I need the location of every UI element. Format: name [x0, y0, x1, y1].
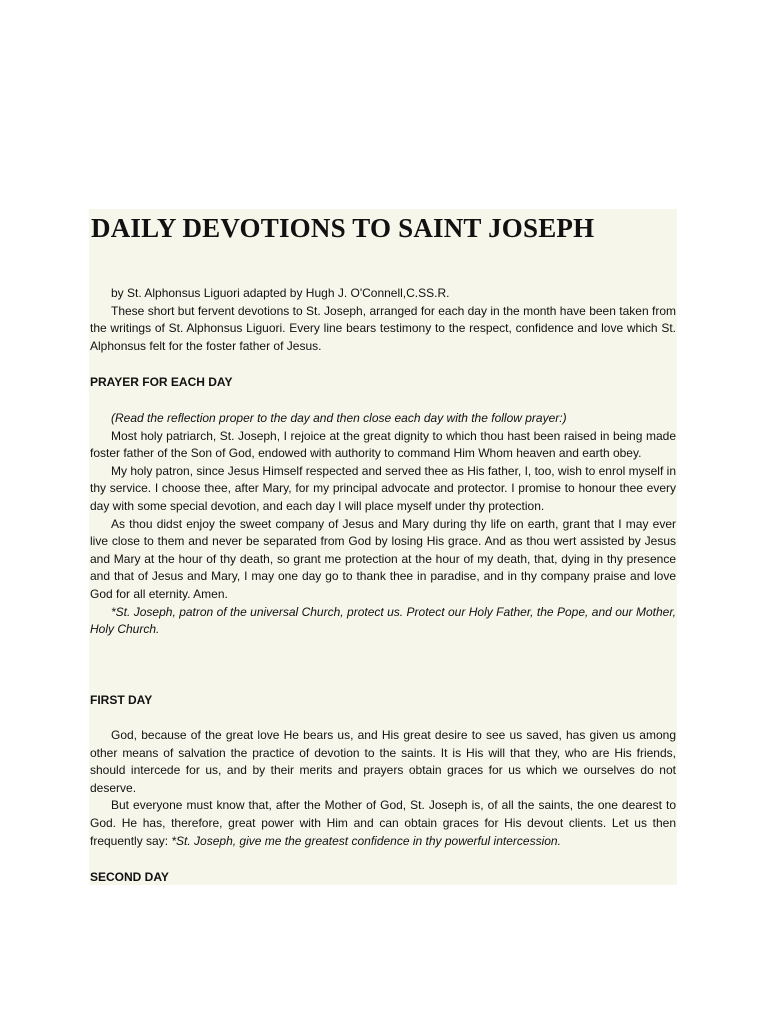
intro-block — [90, 285, 676, 355]
prayer-paragraph: My holy patron, since Jesus Himself respected and served thee as His father, I, too, wish to enrol myself in thy service. I choose thee, after Mary, for my principal advocate and protector. I promise to honour thee every day with some special devotion, and each day I will place myself under thy protection. — [90, 463, 676, 513]
prayer-paragraph: Most holy patriarch, St. Joseph, I rejoice at the great dignity to which thou hast been raised in being made foster father of the Son of God, endowed with authority to command Him Whom heaven and earth obey. — [90, 428, 676, 461]
prayer-block — [90, 410, 676, 639]
first-day-paragraph — [90, 797, 676, 850]
intro-paragraph: These short but fervent devotions to St. Joseph, arranged for each day in the month have been taken from the writings of St. Alphonsus Liguori. Every line bears testimony to the respect, confidence and love which St. Alphonsus felt for the foster father of Jesus. — [90, 303, 676, 353]
first-day-block — [90, 727, 676, 850]
section-heading-second-day: SECOND DAY — [90, 870, 169, 884]
document-page — [89, 209, 677, 885]
section-heading-first-day: FIRST DAY — [90, 693, 153, 707]
first-day-text: But everyone must know that, after the Mother of God, St. Joseph is, of all the saints, the one dearest to God. He has, therefore, great power with Him and can obtain graces for His devout clients. Let us then frequently say: — [90, 798, 676, 848]
prayer-instruction: (Read the reflection proper to the day and then close each day with the follow prayer:) — [111, 411, 567, 425]
first-day-paragraph: God, because of the great love He bears us, and His great desire to see us saved, has given us among other means of salvation the practice of devotion to the saints. It is His will that they, who are His friends, should intercede for us, and by their merits and prayers obtain graces for us which we ourselves do not deserve. — [90, 728, 676, 795]
document-title: DAILY DEVOTIONS TO SAINT JOSEPH — [91, 213, 595, 243]
first-day-invocation: *St. Joseph, give me the greatest confidence in thy powerful intercession. — [171, 833, 561, 848]
prayer-invocation: *St. Joseph, patron of the universal Church, protect us. Protect our Holy Father, the Pope, and our Mother, Holy Church. — [90, 604, 676, 637]
intro-byline: by St. Alphonsus Liguori adapted by Hugh J. O'Connell,C.SS.R. — [111, 286, 450, 300]
section-heading-prayer: PRAYER FOR EACH DAY — [90, 375, 233, 389]
prayer-paragraph: As thou didst enjoy the sweet company of Jesus and Mary during thy life on earth, grant that I may ever live close to them and never be separated from God by losing His grace. And as thou wert assisted by Jesus and Mary at the hour of thy death, so grant me protection at the hour of my death, that, dying in thy presence and that of Jesus and Mary, I may one day go to thank thee in paradise, and in thy company praise and love God for all eternity. Amen. — [90, 516, 676, 601]
